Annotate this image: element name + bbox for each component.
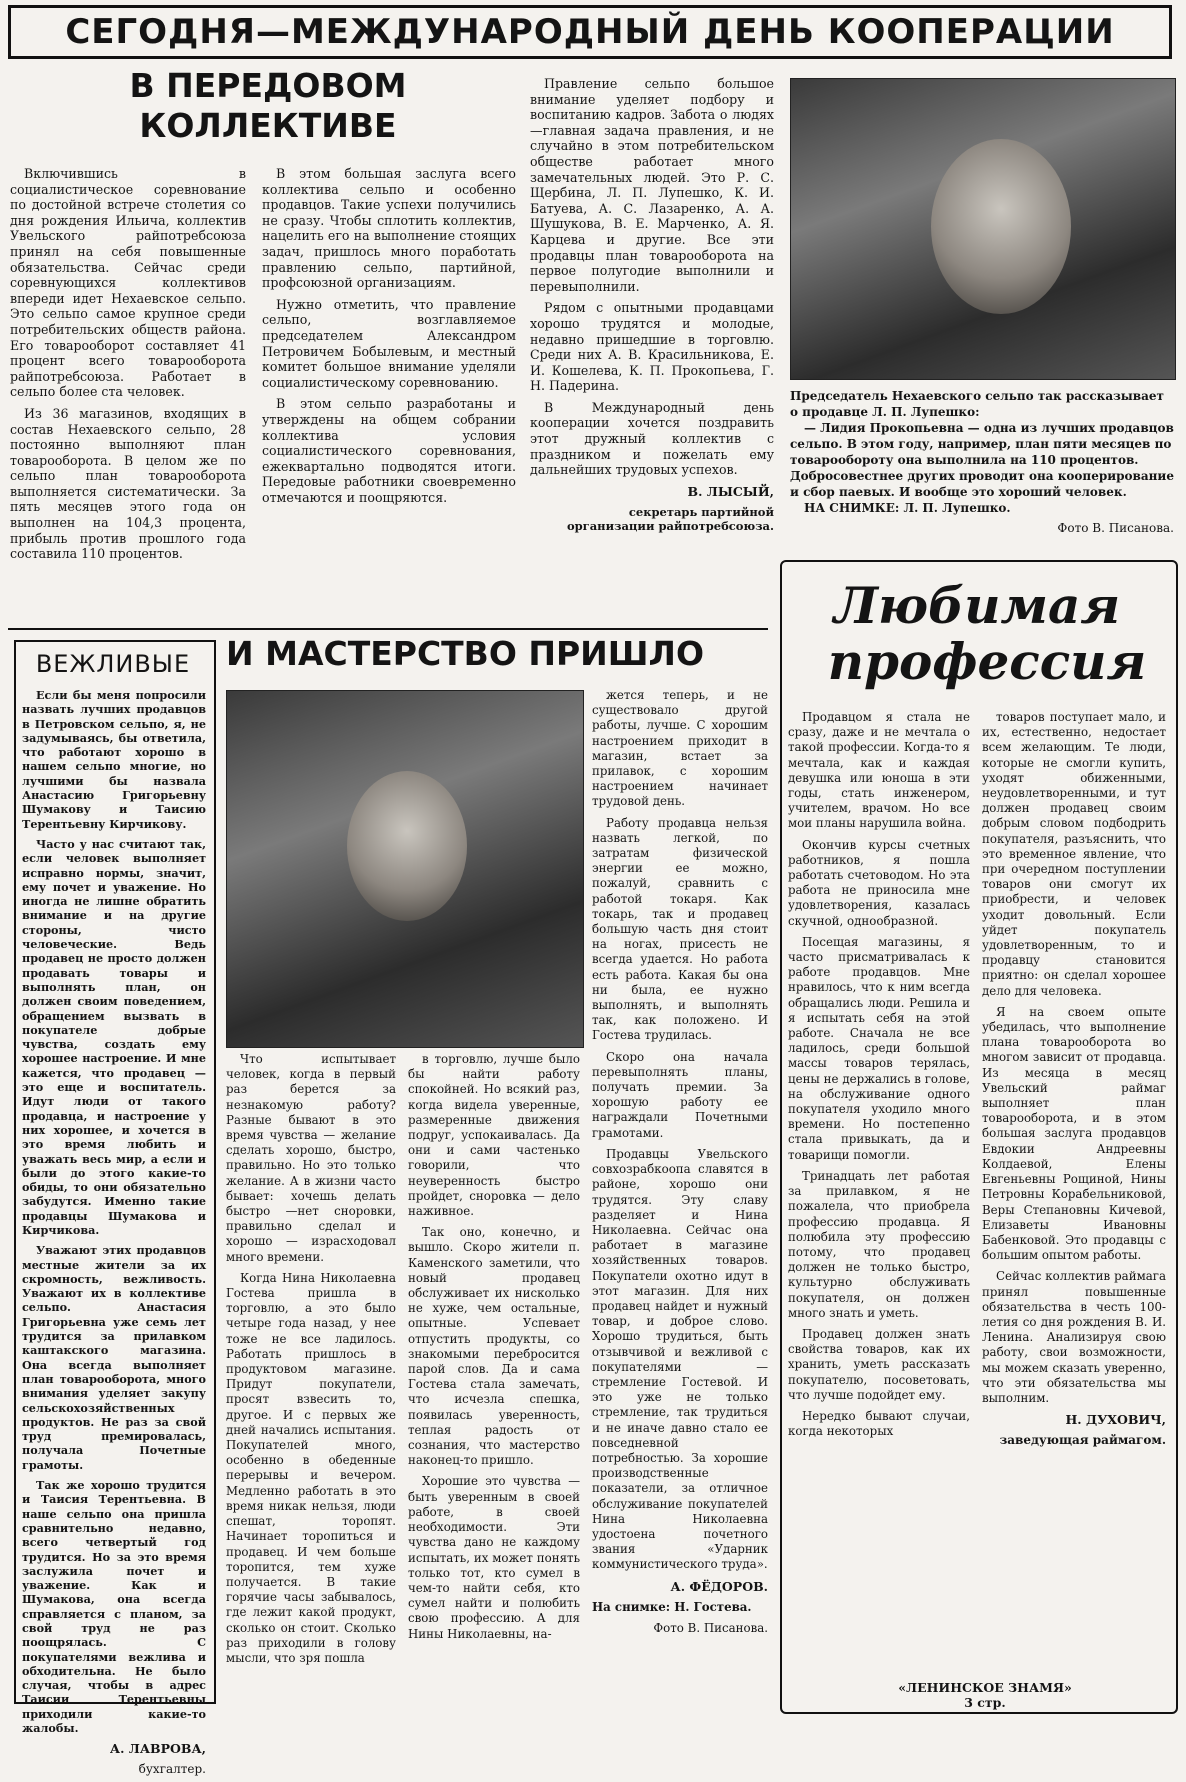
article4-colA-paragraph: Тринадцать лет работая за прилавком, я не пожалела, что приобрела профессию продавца. Я полюбила эту профессию потому, что продавец должен не только быстро, культурно обслуживать покупателя, он должен много знать и уметь.: [788, 1168, 970, 1320]
article3-colC-paragraph: Скоро она начала перевыполнять планы, получать премии. За хорошую работу ее награждали Почетными грамотами.: [592, 1049, 768, 1140]
photo-face: [931, 139, 1071, 314]
footer-page-number: 3 стр.: [964, 1695, 1006, 1710]
footer-paper-name: «ЛЕНИНСКОЕ ЗНАМЯ»: [898, 1680, 1072, 1695]
article3-colC-paragraph: жется теперь, и не существовало другой работы, лучше. С хорошим настроением приходит в магазин, встает за прилавок, с хорошим настроением начинает трудовой день.: [592, 688, 768, 809]
article3-colC-paragraph: Работу продавца нельзя назвать легкой, по затратам физической энергии ее можно, пожалуй, сравнить с работой токаря. Как токарь, так и продавец большую часть дня стоит на ногах, присесть не всегда удается. Но работа есть работа. Какая бы она ни была, ее нужно выполнять, и выполнять так, как положено. И Гостева трудилась.: [592, 815, 768, 1043]
article2-title: ВЕЖЛИВЫЕ: [35, 650, 191, 678]
article1-title-line1: В ПЕРЕДОВОМ: [129, 66, 407, 105]
article3-colB-paragraph: Так оно, конечно, и вышло. Скоро жители п. Каменского заметили, что новый продавец обслуживает их нисколько не хуже, чем остальные, опытные. Успевает отпустить продукты, со знакомыми перебросится парой слов. Да и сама Гостева стала замечать, что исчезла спешка, появилась уверенность, теплая радость от сознания, что мастерство наконец-то пришло.: [408, 1225, 580, 1468]
article4-colA: [788, 710, 970, 1445]
gosteva-photo: [226, 690, 584, 1048]
article1-col1: [10, 166, 246, 568]
article1-col3: [530, 76, 774, 539]
article1-col3-paragraph: Правление сельпо большое внимание уделяет подбору и воспитанию кадров. Забота о людях —главная задача правления, и не случайно в этом потребительском обществе работает много замечательных людей. Это Р. С. Щербина, Л. П. Лупешко, К. И. Батуева, А. С. Лазаренко, А. А. Шушукова, В. Е. Марченко, А. Я. Карцева и другие. Все эти продавцы план товарооборота на первое полугодие выполнили и перевыполнили.: [530, 76, 774, 294]
article3-credit: Фото В. Писанова.: [653, 1620, 768, 1635]
article2-paragraph: Так же хорошо трудится и Таисия Терентьевна. В наше сельпо она пришла сравнительно недавно, всего четвертый год трудится. Но за это время заслужила почет и уважение. Как и Шумакова, она всегда справляется с планом, за свой труд не раз поощрялась. С покупателями вежлива и обходительна. Не было случая, чтобы в адрес Таисии Терентьевны приходили какие-то жалобы.: [22, 1478, 206, 1736]
article1-col2-paragraph: В этом большая заслуга всего коллектива сельпо и особенно продавцов. Такие успехи получились не сразу. Чтобы сплотить коллектив, нацелить его на выполнение стоящих задач, пришлось много поработать правлению сельпо, партийной, профсоюзной организациям.: [262, 166, 516, 291]
article3-colA: [226, 1052, 396, 1672]
article4-title-line1: Любимая: [833, 576, 1121, 635]
article1-col2-paragraph: В этом сельпо разработаны и утверждены на общем собрании коллектива условия социалистического соревнования, ежеквартально подводятся итоги. Передовые работники своевременно отмечаются и поощряются.: [262, 396, 516, 505]
photo-face: [347, 771, 467, 921]
article1-col1-paragraph: Из 36 магазинов, входящих в состав Нехаевского сельпо, 28 постоянно выполняют план товарооборота. В целом же по сельпо план товарооборота выполняется систематически. За пять месяцев этого года он выполнен на 104,3 процента, прибыль против прошлого года составила 110 процентов.: [10, 405, 246, 562]
article3-colB: [408, 1052, 580, 1648]
photo1-on-photo: НА СНИМКЕ: Л. П. Лупешко.: [804, 501, 1011, 515]
article1-title: [118, 66, 418, 146]
article4-signature-role: заведующая раймагом.: [999, 1433, 1166, 1448]
article1-signature: В. ЛЫСЫЙ,: [687, 483, 774, 499]
article4-colB: [982, 710, 1166, 1453]
article3-colC-paragraph: Продавцы Увельского совхозрабкоопа славятся в районе, хорошо они трудятся. Эту славу разделяет и Нина Николаевна. Сейчас она работает в магазине хозяйственных товаров. Покупатели охотно идут в этот магазин. Для них продавец найдет и нужный товар, и доброе слово. Хорошо трудиться, быть отзывчивой и вежливой с покупателями — стремление Гостевой. И это уже не только стремление, так трудиться и не иначе давно стало ее повседневной потребностью. За хорошие производственные показатели, за отличное обслуживание покупателей Нина Николаевна удостоена почетного звания «Ударник коммунистического труда».: [592, 1146, 768, 1572]
article2-lead: Если бы меня попросили назвать лучших продавцов в Петровском сельпо, я, не задумываясь, бы ответила, что работают хорошо в нашем сельпо многие, но лучшими бы назвала Анастасию Григорьевну Шумакову и Таисию Терентьевну Кирчикову.: [22, 688, 206, 831]
article1-col1-paragraph: Включившись в социалистическое соревнование по достойной встрече столетия со дня рождения Ильича, коллектив Увельского райпотребсоюза принял на себя повышенные обязательства. Сейчас среди соревнующихся коллективов впереди идет Нехаевское сельпо. Это сельпо самое крупное среди потребительских обществ района. Его товарооборот составляет 41 процент всего товарооборота райпотребсоюза. Работает в сельпо более ста человек.: [10, 166, 246, 400]
photo1-quote: — Лидия Прокопьевна — одна из лучших продавцов сельпо. В этом году, например, план пяти месяцев по товарообороту она выполнила на 110 процентов. Добросовестнее других проводит она кооперирование и сбор паевых. И вообще это хороший человек.: [790, 421, 1174, 499]
article4-title: [784, 578, 1170, 690]
article4-colB-paragraph: товаров поступает мало, и их, естественно, недостает всем желающим. Те люди, которые не смогли купить, уходят обиженными, неудовлетворенными, и тут должен продавец своим добрым словом подбодрить покупателя, разъяснить, что это временное явление, что при очередном поступлении товаров они смогут их приобрести, и человек уходит довольный. Если уйдет покупатель удовлетворенным, то и продавцу становится приятно: он сделал хорошее дело для человека.: [982, 710, 1166, 998]
article1-signature-role: секретарь партийной организации райпотребсоюза.: [566, 504, 774, 533]
article3-title: И МАСТЕРСТВО ПРИШЛО: [226, 634, 705, 673]
section-divider: [8, 628, 768, 630]
article3-colB-paragraph: Хорошие это чувства — быть уверенным в своей работе, в своей необходимости. Эти чувства дано не каждому испытать, их может понять только тот, кто сумел в чем-то найти себя, кто сумел найти и полюбить свою профессию. А для Нины Николаевны, на-: [408, 1474, 580, 1641]
page-banner: СЕГОДНЯ—МЕЖДУНАРОДНЫЙ ДЕНЬ КООПЕРАЦИИ: [8, 5, 1172, 59]
article1-col3-paragraph: Рядом с опытными продавцами хорошо трудятся и молодые, недавно пришедшие в торговлю. Среди них А. В. Красильникова, Е. И. Кошелева, К. П. Прокопьева, Г. Н. Падерина.: [530, 300, 774, 394]
photo1-caption: Председатель Нехаевского сельпо так рассказывает о продавце Л. П. Лупешко:: [790, 389, 1164, 419]
article4-signature: Н. ДУХОВИЧ,: [1065, 1412, 1166, 1428]
article1-col3-paragraph: В Международный день кооперации хочется поздравить этот дружный коллектив с праздником и пожелать ему дальнейших трудовых успехов.: [530, 399, 774, 478]
article2-body: [22, 688, 206, 1782]
article2-signature-role: бухгалтер.: [138, 1762, 206, 1777]
newspaper-footer: [860, 1680, 1110, 1710]
article4-colA-paragraph: Посещая магазины, я часто присматривалась к работе продавцов. Мне нравилось, что к ним всегда обращались люди. Решила и я испытать себя на этой работе. Сначала не все ладилось, среди большой массы товаров терялась, цены не держались в голове, на обслуживание одного покупателя уходило много времени. Но постепенно стала привыкать, да и товарищи помогли.: [788, 934, 970, 1162]
article1-col2: [262, 166, 516, 511]
article4-colA-paragraph: Продавец должен знать свойства товаров, как их хранить, уметь рассказать покупателю, посоветовать, что лучше подойдет ему.: [788, 1326, 970, 1402]
article2-paragraph: Часто у нас считают так, если человек выполняет исправно нормы, значит, ему почет и уважение. Но иногда не лишне обратить внимание и на другие стороны, чисто человеческие. Ведь продавец не просто должен продавать товары и выполнять план, он должен своим поведением, обращением вызвать в покупателе добрые чувства, создать ему хорошее настроение. И мне кажется, что продавец —это еще и воспитатель. Идут люди от такого продавца, и настроение у них хорошее, и хочется в это время любить и уважать весь мир, а если и были до этого какие-то обиды, то они обязательно забудутся. Именно такие продавцы Шумакова и Кирчикова.: [22, 836, 206, 1237]
photo1-credit: Фото В. Писанова.: [1057, 521, 1174, 535]
article3-colA-paragraph: Что испытывает человек, когда в первый раз берется за незнакомую работу? Разные бывают в это время чувства — желание сделать хорошо, быстро, правильно. Но это только желание. А в жизни часто бывает: хочешь делать быстро —нет сноровки, правильно сделал и хорошо — израсходовал много времени.: [226, 1052, 396, 1264]
article4-title-line2: профессия: [827, 632, 1147, 691]
article3-colB-paragraph: в торговлю, лучше было бы найти работу спокойней. Но всякий раз, когда видела уверенные, размеренные движения подруг, успокаивалась. Да они и сами частенько говорили, что неуверенность быстро пройдет, сноровка — дело наживное.: [408, 1052, 580, 1219]
lupeshko-photo: [790, 78, 1176, 380]
article2-signature: А. ЛАВРОВА,: [109, 1741, 206, 1757]
article4-colA-paragraph: Нередко бывают случаи, когда некоторых: [788, 1408, 970, 1439]
article3-colC: [592, 688, 768, 1642]
article4-colB-paragraph: Сейчас коллектив раймага принял повышенные обязательства в честь 100-летия со дня рождения В. И. Ленина. Анализируя свою работу, свои возможности, мы можем сказать уверенно, что эти обязательства мы выполним.: [982, 1269, 1166, 1405]
article4-colA-paragraph: Окончив курсы счетных работников, я пошла работать счетоводом. Но эта работа не приносила мне удовлетворения, казалась скучной, однообразной.: [788, 837, 970, 928]
article4-colA-paragraph: Продавцом я стала не сразу, даже и не мечтала о такой профессии. Когда-то я мечтала, как и каждая девушка или юноша в эти годы, стать инженером, учителем, врачом. Но все мои планы нарушила война.: [788, 710, 970, 831]
article1-col2-paragraph: Нужно отметить, что правление сельпо, возглавляемое председателем Александром Петровичем Бобылевым, и местный комитет большое внимание уделяли социалистическому соревнованию.: [262, 296, 516, 390]
article3-signature: А. ФЁДОРОВ.: [670, 1578, 768, 1594]
article3-colA-paragraph: Когда Нина Николаевна Гостева пришла в торговлю, а это было четыре года назад, у нее тоже не все ладилось. Работать пришлось в продуктовом магазине. Придут покупатели, просят взвесить то, другое. И с первых же дней начались испытания. Покупателей много, особенно в обеденные перерывы и вечером. Медленно работать в это время никак нельзя, люди спешат, торопят. Начинает торопиться и продавец. И чем больше торопится, тем хуже получается. В такие горячие часы забывалось, где лежит какой продукт, сколько он стоит. Сколько раз приходили в голову мысли, что зря пошла: [226, 1270, 396, 1665]
article3-photo-caption: На снимке: Н. Гостева.: [592, 1599, 752, 1614]
article4-colB-paragraph: Я на своем опыте убедилась, что выполнение плана товарооборота во многом зависит от продавца. Из месяца в месяц Увельский раймаг выполняет план товарооборота, и в этом большая заслуга продавцов Евдокии Андреевны Колдаевой, Елены Евгеньевны Рощиной, Нины Петровны Корабельниковой, Веры Степановны Кичевой, Елизаветы Ивановны Бабенковой. Это продавцы с большим опытом работы.: [982, 1004, 1166, 1263]
photo1-caption-block: [790, 388, 1174, 536]
article1-title-line2: КОЛЛЕКТИВЕ: [139, 106, 397, 145]
article2-paragraph: Уважают этих продавцов местные жители за их скромность, вежливость. Уважают их в коллективе сельпо. Анастасия Григорьевна уже семь лет трудится за прилавком каштакского магазина. Она всегда выполняет план товарооборота, много внимания уделяет закупу сельскохозяйственных продуктов. Не раз за свой труд премировалась, получала Почетные грамоты.: [22, 1243, 206, 1472]
